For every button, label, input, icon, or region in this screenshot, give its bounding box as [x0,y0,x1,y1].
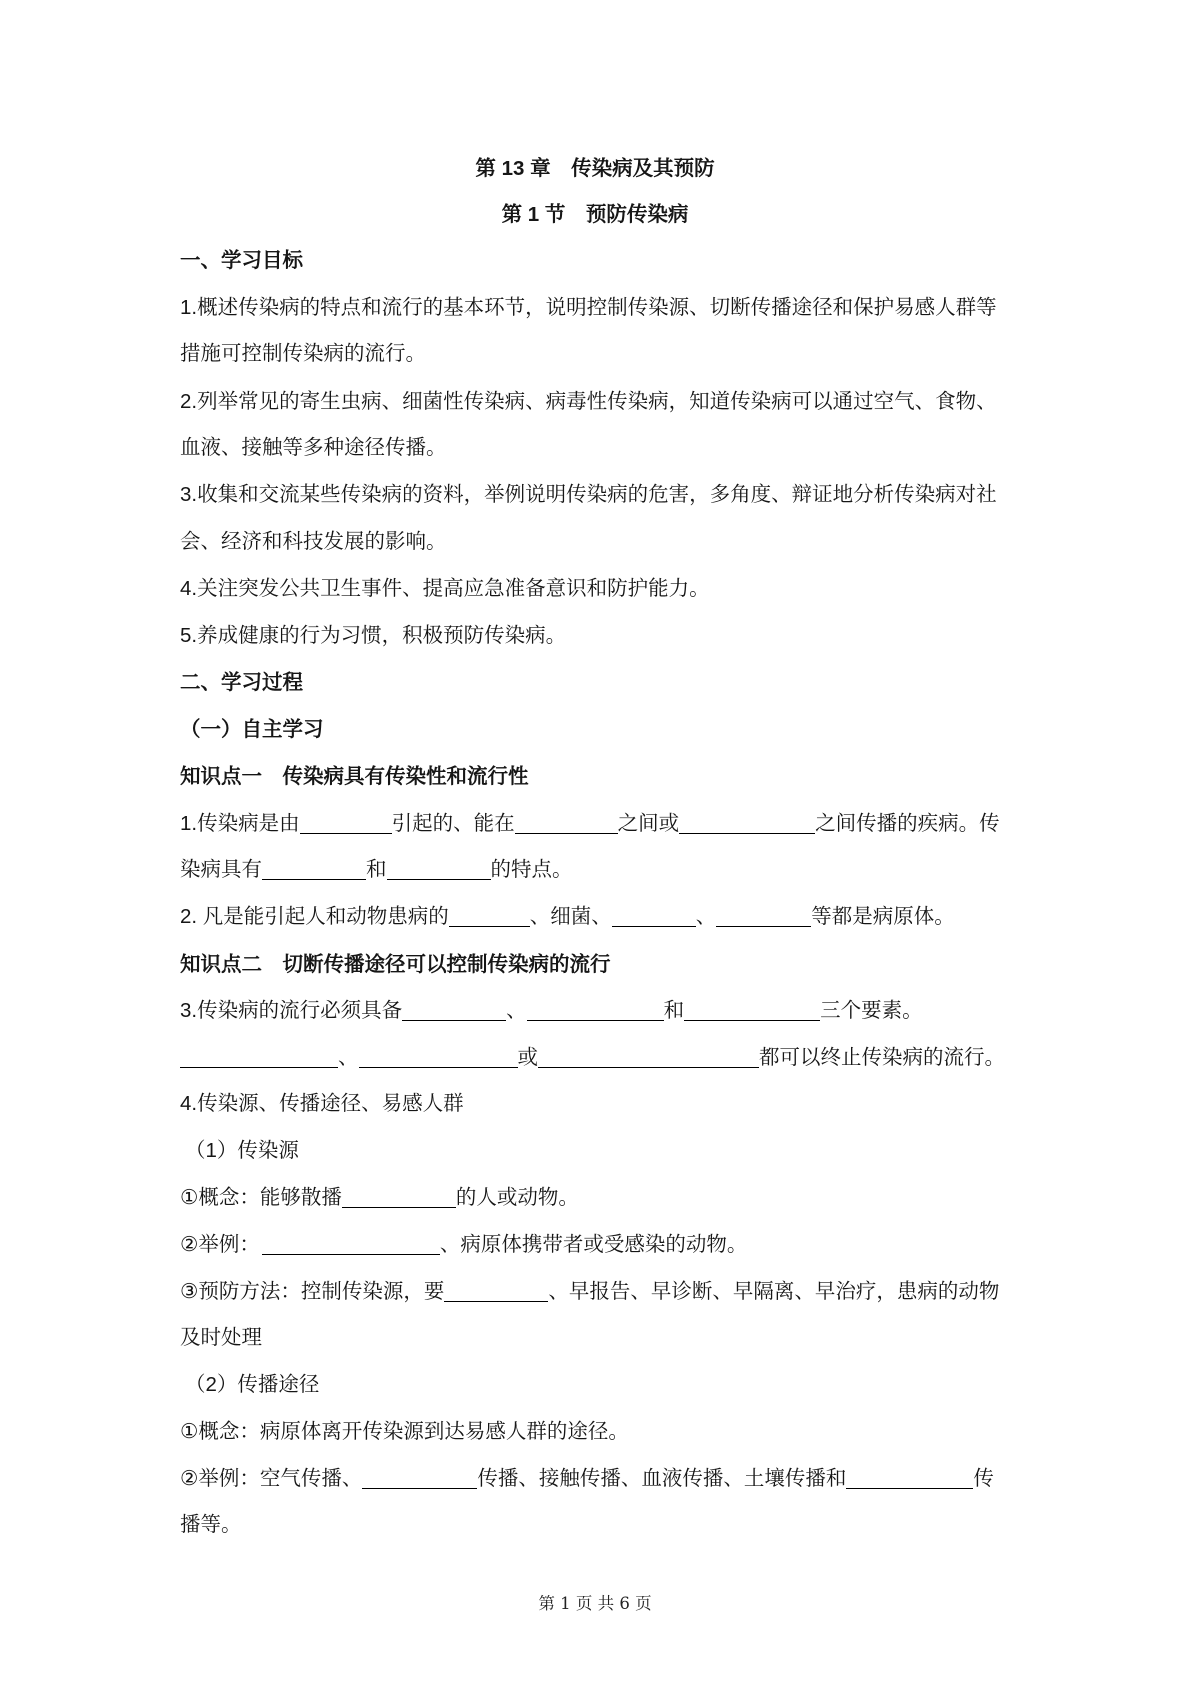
answer-blank [262,859,366,880]
question-text: 和 [366,858,387,881]
question-text: 之间传播的疾病。传 [815,812,1000,835]
source-example [180,1230,747,1260]
source-prevention-line-2: 及时处理 [180,1326,262,1349]
transmission-route-heading: （2）传播途径 [185,1373,320,1396]
answer-blank [612,906,696,927]
question-text: 、 [506,999,527,1022]
question-3-line-1 [180,996,923,1026]
answer-blank [846,1468,973,1489]
objectives-heading: 一、学习目标 [180,249,303,272]
answer-blank [515,813,618,834]
question-text: 的特点。 [490,858,573,881]
question-text: 引起的、能在 [391,812,515,835]
route-example-line-2: 播等。 [180,1513,242,1536]
objective-1-line-2: 措施可控制传染病的流行。 [180,342,426,365]
route-concept: ①概念：病原体离开传染源到达易感人群的途径。 [180,1420,629,1443]
question-text: 3.传染病的流行必须具备 [180,999,403,1022]
question-text: ①概念：能够散播 [180,1186,342,1209]
objective-1-line-1: 1.概述传染病的特点和流行的基本环节，说明控制传染源、切断传播途径和保护易感人群等 [180,296,997,319]
question-3-line-2 [180,1043,1005,1073]
question-1-line-2 [180,855,573,885]
question-2 [180,902,955,932]
question-text: 、病原体携带者或受感染的动物。 [439,1233,748,1256]
answer-blank [679,813,815,834]
knowledge-point-1-heading: 知识点一 传染病具有传染性和流行性 [180,765,529,788]
page-number-footer: 第 1 页 共 6 页 [538,1594,652,1613]
answer-blank [359,1047,518,1068]
question-text: 1.传染病是由 [180,812,300,835]
question-text: 或 [517,1046,538,1069]
question-text: 的人或动物。 [455,1186,579,1209]
infection-source-heading: （1）传染源 [185,1139,299,1162]
question-text: 2. 凡是能引起人和动物患病的 [180,905,449,928]
answer-blank [449,906,530,927]
question-text: ②举例：空气传播、 [180,1467,363,1490]
question-text: 、 [695,905,717,928]
answer-blank [538,1047,759,1068]
question-text: 传播、接触传播、血液传播、土壤传播和 [477,1467,847,1490]
answer-blank [262,1234,440,1255]
self-study-heading: （一）自主学习 [180,718,324,741]
question-text: ②举例： [180,1233,260,1256]
answer-blank [300,813,392,834]
objective-2-line-1: 2.列举常见的寄生虫病、细菌性传染病、病毒性传染病，知道传染病可以通过空气、食物、 [180,390,997,413]
question-text: 等都是病原体。 [811,905,955,928]
objective-4: 4.关注突发公共卫生事件、提高应急准备意识和防护能力。 [180,577,710,600]
question-text: 染病具有 [180,858,262,881]
objective-3-line-1: 3.收集和交流某些传染病的资料，举例说明传染病的危害，多角度、辩证地分析传染病对社 [180,483,997,506]
source-concept [180,1183,579,1213]
answer-blank [342,1187,456,1208]
process-heading: 二、学习过程 [180,671,303,694]
question-text: 和 [663,999,685,1022]
question-text: 、早报告、早诊断、早隔离、早治疗，患病的动物 [548,1280,1000,1303]
question-text: 、 [338,1046,359,1069]
source-prevention-line-1 [180,1277,999,1307]
answer-blank [684,1000,820,1021]
question-text: ③预防方法：控制传染源，要 [180,1280,445,1303]
question-text: 都可以终止传染病的流行。 [759,1046,1005,1069]
answer-blank [716,906,811,927]
chapter-title: 第 13 章 传染病及其预防 [475,157,715,180]
route-example-line-1 [180,1464,994,1494]
question-text: 传 [973,1467,994,1490]
question-text: 三个要素。 [820,999,923,1022]
objective-2-line-2: 血液、接触等多种途径传播。 [180,436,447,459]
answer-blank [444,1281,548,1302]
question-4-heading: 4.传染源、传播途径、易感人群 [180,1092,464,1115]
answer-blank [402,1000,506,1021]
section-title: 第 1 节 预防传染病 [501,203,689,226]
knowledge-point-2-heading: 知识点二 切断传播途径可以控制传染病的流行 [180,953,611,976]
question-1-line-1 [180,809,1000,839]
objective-5: 5.养成健康的行为习惯，积极预防传染病。 [180,624,567,647]
answer-blank [387,859,491,880]
answer-blank [180,1047,338,1068]
question-text: 之间或 [617,812,680,835]
objective-3-line-2: 会、经济和科技发展的影响。 [180,530,447,553]
answer-blank [527,1000,664,1021]
question-text: 、细菌、 [529,905,612,928]
answer-blank [362,1468,477,1489]
